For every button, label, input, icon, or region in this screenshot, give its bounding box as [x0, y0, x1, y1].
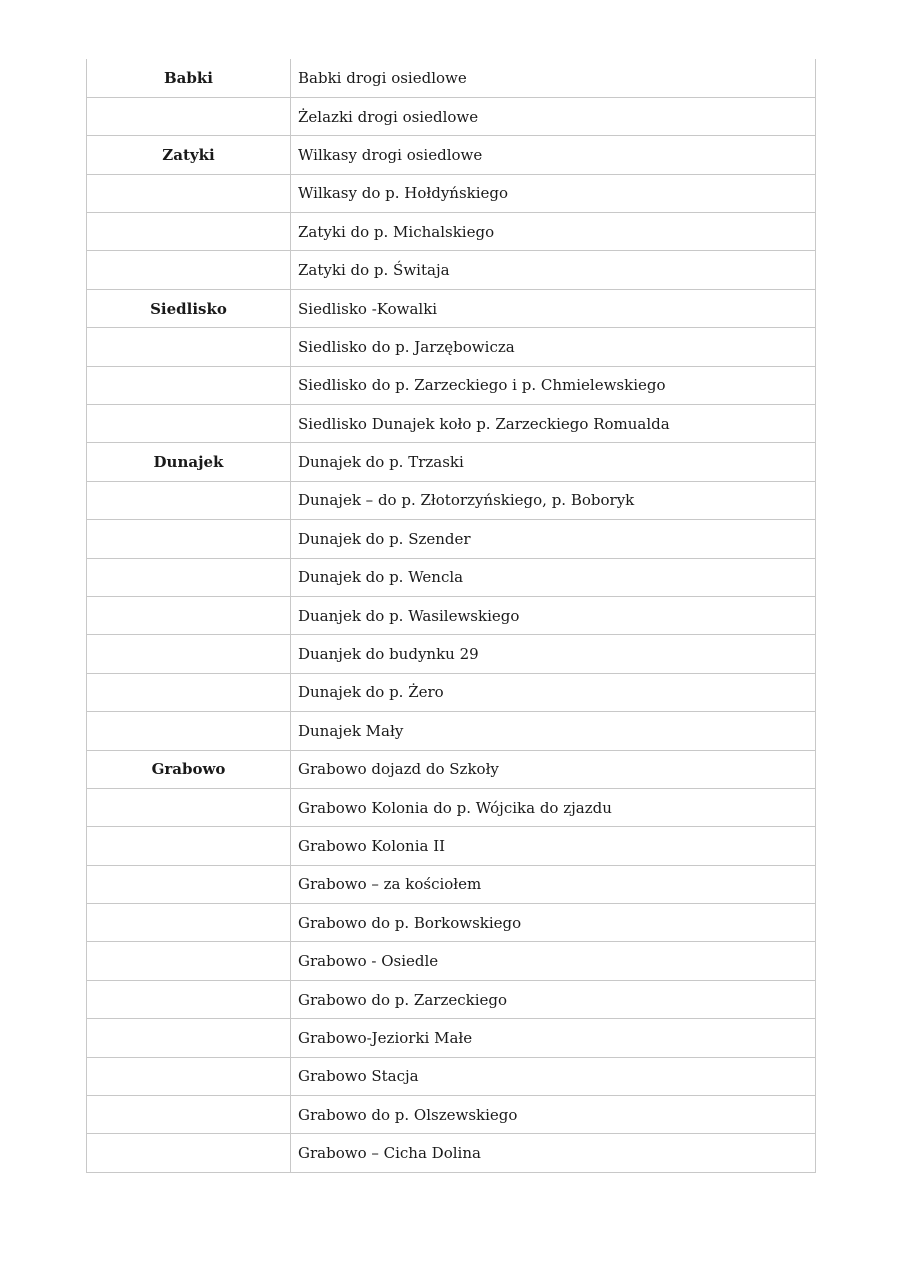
table-row: [87, 558, 816, 596]
road-cell: Dunajek do p. Trzaski: [291, 443, 816, 481]
table-row: [87, 97, 816, 135]
table-row: [87, 59, 816, 97]
road-cell: Wilkasy do p. Hołdyńskiego: [291, 174, 816, 212]
table-row: [87, 251, 816, 289]
table-row: [87, 788, 816, 826]
village-cell: [87, 712, 291, 750]
village-cell: [87, 328, 291, 366]
village-cell: Zatyki: [87, 136, 291, 174]
table-row: [87, 1019, 816, 1057]
village-cell: [87, 673, 291, 711]
road-cell: Siedlisko do p. Zarzeckiego i p. Chmielewskiego: [291, 366, 816, 404]
road-cell: Grabowo - Osiedle: [291, 942, 816, 980]
road-cell: Grabowo Kolonia II: [291, 827, 816, 865]
table-row: [87, 1096, 816, 1134]
village-cell: [87, 596, 291, 634]
road-cell: Grabowo do p. Zarzeckiego: [291, 980, 816, 1018]
village-cell: [87, 481, 291, 519]
village-cell: [87, 174, 291, 212]
road-cell: Dunajek do p. Szender: [291, 520, 816, 558]
table-row: [87, 481, 816, 519]
village-cell: [87, 1019, 291, 1057]
road-cell: Grabowo-Jeziorki Małe: [291, 1019, 816, 1057]
road-cell: Duanjek do budynku 29: [291, 635, 816, 673]
road-cell: Siedlisko Dunajek koło p. Zarzeckiego Romualda: [291, 405, 816, 443]
road-cell: Dunajek do p. Żero: [291, 673, 816, 711]
village-cell: [87, 827, 291, 865]
road-cell: Siedlisko do p. Jarzębowicza: [291, 328, 816, 366]
road-cell: Grabowo – za kościołem: [291, 865, 816, 903]
village-cell: [87, 1057, 291, 1095]
village-cell: [87, 366, 291, 404]
table-row: [87, 289, 816, 327]
road-cell: Grabowo do p. Borkowskiego: [291, 904, 816, 942]
village-cell: [87, 520, 291, 558]
village-cell: [87, 405, 291, 443]
table-row: [87, 366, 816, 404]
village-cell: Siedlisko: [87, 289, 291, 327]
village-cell: [87, 1096, 291, 1134]
road-cell: Dunajek – do p. Złotorzyńskiego, p. Boboryk: [291, 481, 816, 519]
road-cell: Grabowo – Cicha Dolina: [291, 1134, 816, 1172]
table-row: [87, 596, 816, 634]
village-cell: [87, 635, 291, 673]
village-cell: [87, 97, 291, 135]
table-row: [87, 136, 816, 174]
table-row: [87, 942, 816, 980]
village-cell: [87, 1134, 291, 1172]
road-cell: Wilkasy drogi osiedlowe: [291, 136, 816, 174]
road-cell: Duanjek do p. Wasilewskiego: [291, 596, 816, 634]
road-cell: Żelazki drogi osiedlowe: [291, 97, 816, 135]
village-cell: [87, 865, 291, 903]
village-cell: Dunajek: [87, 443, 291, 481]
table-row: [87, 635, 816, 673]
table-row: [87, 904, 816, 942]
village-cell: [87, 980, 291, 1018]
table-row: [87, 750, 816, 788]
road-cell: Siedlisko -Kowalki: [291, 289, 816, 327]
village-cell: [87, 251, 291, 289]
table-row: [87, 520, 816, 558]
table-row: [87, 865, 816, 903]
village-cell: Babki: [87, 59, 291, 97]
village-cell: [87, 788, 291, 826]
village-cell: [87, 942, 291, 980]
village-cell: [87, 904, 291, 942]
road-cell: Dunajek do p. Wencla: [291, 558, 816, 596]
road-cell: Dunajek Mały: [291, 712, 816, 750]
road-cell: Grabowo do p. Olszewskiego: [291, 1096, 816, 1134]
road-cell: Grabowo dojazd do Szkoły: [291, 750, 816, 788]
table-row: [87, 1057, 816, 1095]
table-row: [87, 827, 816, 865]
road-cell: Babki drogi osiedlowe: [291, 59, 816, 97]
road-cell: Zatyki do p. Michalskiego: [291, 213, 816, 251]
table-row: [87, 980, 816, 1018]
table-row: [87, 174, 816, 212]
table-row: [87, 712, 816, 750]
table-row: [87, 328, 816, 366]
road-cell: Grabowo Kolonia do p. Wójcika do zjazdu: [291, 788, 816, 826]
roads-table: [86, 59, 816, 1173]
village-cell: [87, 558, 291, 596]
village-cell: [87, 213, 291, 251]
roads-table-body: [87, 59, 816, 1172]
road-cell: Zatyki do p. Świtaja: [291, 251, 816, 289]
table-row: [87, 405, 816, 443]
table-row: [87, 673, 816, 711]
road-cell: Grabowo Stacja: [291, 1057, 816, 1095]
table-row: [87, 443, 816, 481]
village-cell: Grabowo: [87, 750, 291, 788]
table-row: [87, 213, 816, 251]
table-row: [87, 1134, 816, 1172]
